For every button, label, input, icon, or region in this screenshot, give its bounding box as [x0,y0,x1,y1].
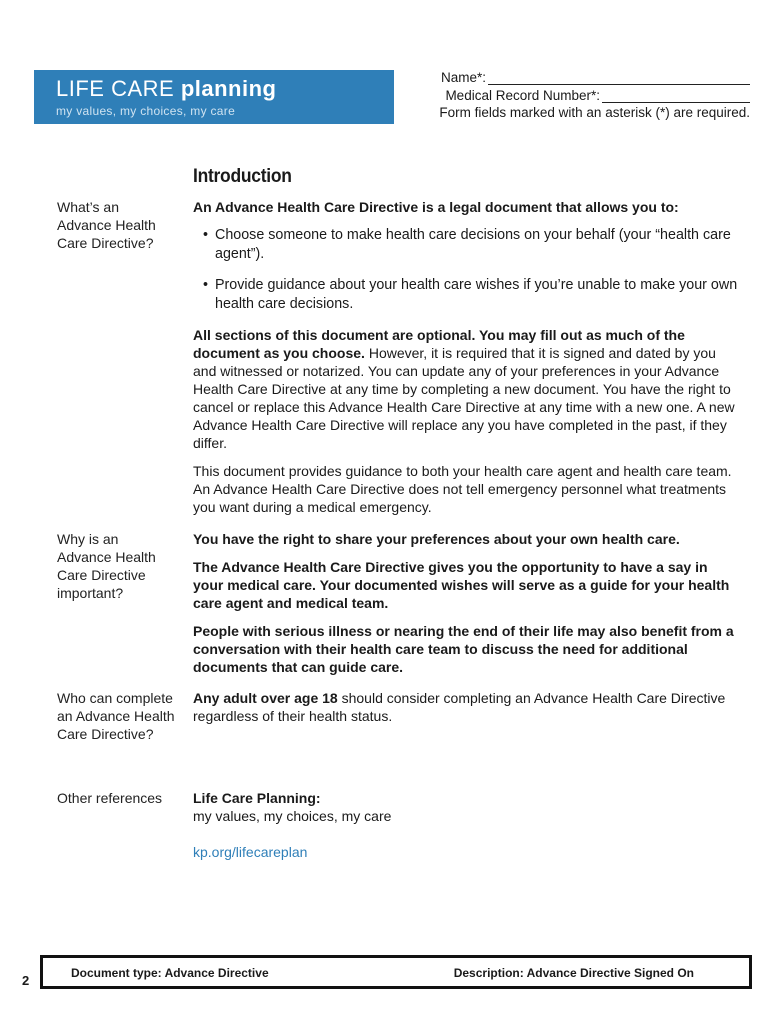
mrn-field[interactable] [405,85,750,103]
banner-title [56,76,394,102]
name-field[interactable] [405,67,750,85]
references-label: Other references [57,790,163,806]
lifecareplan-link[interactable]: kp.org/lifecareplan [193,844,308,860]
why-p2: The Advance Health Care Directive gives you the opportunity to have a say in your medical care. Your documented wishes will serve as a guide for your health care agent and medical team. [193,559,730,611]
mrn-label: Medical Record Number*: [445,88,600,103]
references-subtitle: my values, my choices, my care [193,808,392,824]
why-p1: You have the right to share your preferences about your own health care. [193,531,680,547]
name-label: Name*: [440,70,486,85]
intro-bullets [203,226,738,314]
page-number: 2 [22,973,30,988]
bullet-item: • Choose someone to make health care decisions on your behalf (your “health care agent”). [203,227,731,262]
guidance-paragraph: This document provides guidance to both your health care agent and health care team. An Advance Health Care Directive does not tell emergency personnel what treatments you want during a medical emergency. [193,463,732,515]
optional-paragraph: All sections of this document are optional. You may fill out as much of the document as you choose. However, it is required that it is signed and dated by you and witnessed or notarized. You can update any of your preferences in your Advance Health Care Directive at any time by completing a new document. You have the right to cancel or replace this Advance Health Care Directive at any time with a new one. A new Advance Health Care Directive will replace any you have completed in the past, if they differ. [193,327,735,451]
life-care-planning-banner [34,70,394,124]
banner-title-light: LIFE CARE [56,76,175,101]
introduction-heading: Introduction [193,166,292,187]
why-label: Why is an Advance Health Care Directive important? [57,531,156,601]
references-title: Life Care Planning: [193,790,321,806]
references-content [193,789,738,861]
mrn-input-line[interactable] [602,88,750,103]
why-content [193,530,738,686]
why-p3: People with serious illness or nearing the end of their life may also benefit from a conversation with their health care team to discuss the need for additional documents that can guide care. [193,623,734,675]
name-input-line[interactable] [488,70,750,85]
what-content [193,198,738,526]
document-description: Description: Advance Directive Signed On [453,966,694,980]
who-label: Who can complete an Advance Health Care Directive? [57,690,175,742]
bullet-item: • Provide guidance about your health care wishes if you’re unable to make your own health care decisions. [203,277,738,312]
patient-form-fields [405,67,750,120]
banner-title-bold: planning [180,76,277,101]
what-label: What’s an Advance Health Care Directive? [57,199,156,251]
document-footer [40,955,752,989]
intro-lead: An Advance Health Care Directive is a legal document that allows you to: [193,199,679,215]
who-content [193,689,738,735]
document-type: Document type: Advance Directive [71,966,269,980]
bullet-icon: • [203,277,209,293]
required-note: Form fields marked with an asterisk (*) are required. [439,105,750,120]
bullet-icon: • [203,227,209,243]
who-paragraph: Any adult over age 18 should consider completing an Advance Health Care Directive regardless of their health status. [193,690,726,724]
banner-tagline: my values, my choices, my care [56,104,236,118]
